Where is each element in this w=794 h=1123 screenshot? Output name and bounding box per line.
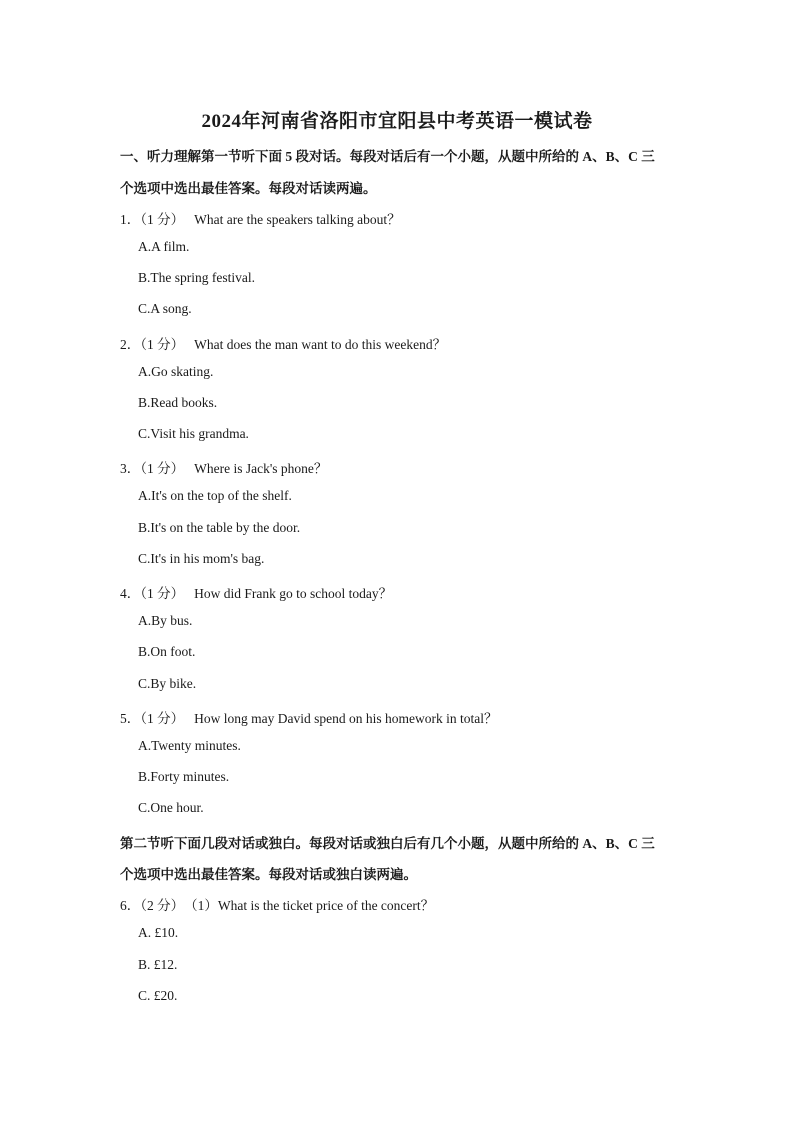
question-3: [120, 457, 327, 477]
question-number: 1．（1 分）: [120, 212, 185, 227]
question-4-option-a: A.By bus.: [138, 613, 193, 628]
question-6-option-b: B. £12.: [138, 957, 178, 972]
question-text: （1）What is the ticket price of the concert？: [184, 898, 435, 913]
page-title: 2024年河南省洛阳市宜阳县中考英语一模试卷: [201, 111, 593, 132]
question-number: 6．（2 分）: [120, 898, 185, 913]
question-number: 5．（1 分）: [120, 711, 185, 726]
question-4: [120, 582, 392, 602]
question-4-option-b: B.On foot.: [138, 644, 196, 659]
question-5-option-a: A.Twenty minutes.: [138, 738, 241, 753]
question-text: Where is Jack's phone？: [194, 461, 328, 476]
section2-instruction-line1: 第二节听下面几段对话或独白。每段对话或独白后有几个小题，从题中所给的 A、B、C 三: [120, 836, 655, 851]
question-3-option-a: A.It's on the top of the shelf.: [138, 488, 292, 503]
question-6-option-c: C. £20.: [138, 988, 178, 1003]
question-text: What are the speakers talking about？: [194, 212, 401, 227]
question-number: 4．（1 分）: [120, 586, 185, 601]
question-6: [120, 894, 434, 914]
question-2-option-b: B.Read books.: [138, 395, 218, 410]
question-1: [120, 208, 401, 228]
question-1-option-b: B.The spring festival.: [138, 270, 255, 285]
question-6-option-a: A. £10.: [138, 925, 179, 940]
question-2-option-a: A.Go skating.: [138, 364, 214, 379]
section2-instruction-line2: 个选项中选出最佳答案。每段对话或独白读两遍。: [120, 867, 417, 882]
question-5-option-c: C.One hour.: [138, 800, 204, 815]
question-5: [120, 707, 497, 727]
question-5-option-b: B.Forty minutes.: [138, 769, 230, 784]
question-text: How long may David spend on his homework in total？: [194, 711, 498, 726]
question-text: How did Frank go to school today？: [194, 586, 393, 601]
question-number: 3．（1 分）: [120, 461, 185, 476]
question-2-option-c: C.Visit his grandma.: [138, 426, 249, 441]
section1-instruction-line2: 个选项中选出最佳答案。每段对话读两遍。: [120, 181, 377, 196]
question-1-option-c: C.A song.: [138, 301, 192, 316]
section1-instruction-line1: 一、听力理解第一节听下面 5 段对话。每段对话后有一个小题，从题中所给的 A、B、C 三: [120, 149, 655, 164]
question-number: 2．（1 分）: [120, 337, 185, 352]
question-4-option-c: C.By bike.: [138, 676, 197, 691]
question-text: What does the man want to do this weekend？: [194, 337, 447, 352]
question-3-option-c: C.It's in his mom's bag.: [138, 551, 265, 566]
question-3-option-b: B.It's on the table by the door.: [138, 520, 301, 535]
question-1-option-a: A.A film.: [138, 239, 190, 254]
question-2: [120, 333, 446, 353]
